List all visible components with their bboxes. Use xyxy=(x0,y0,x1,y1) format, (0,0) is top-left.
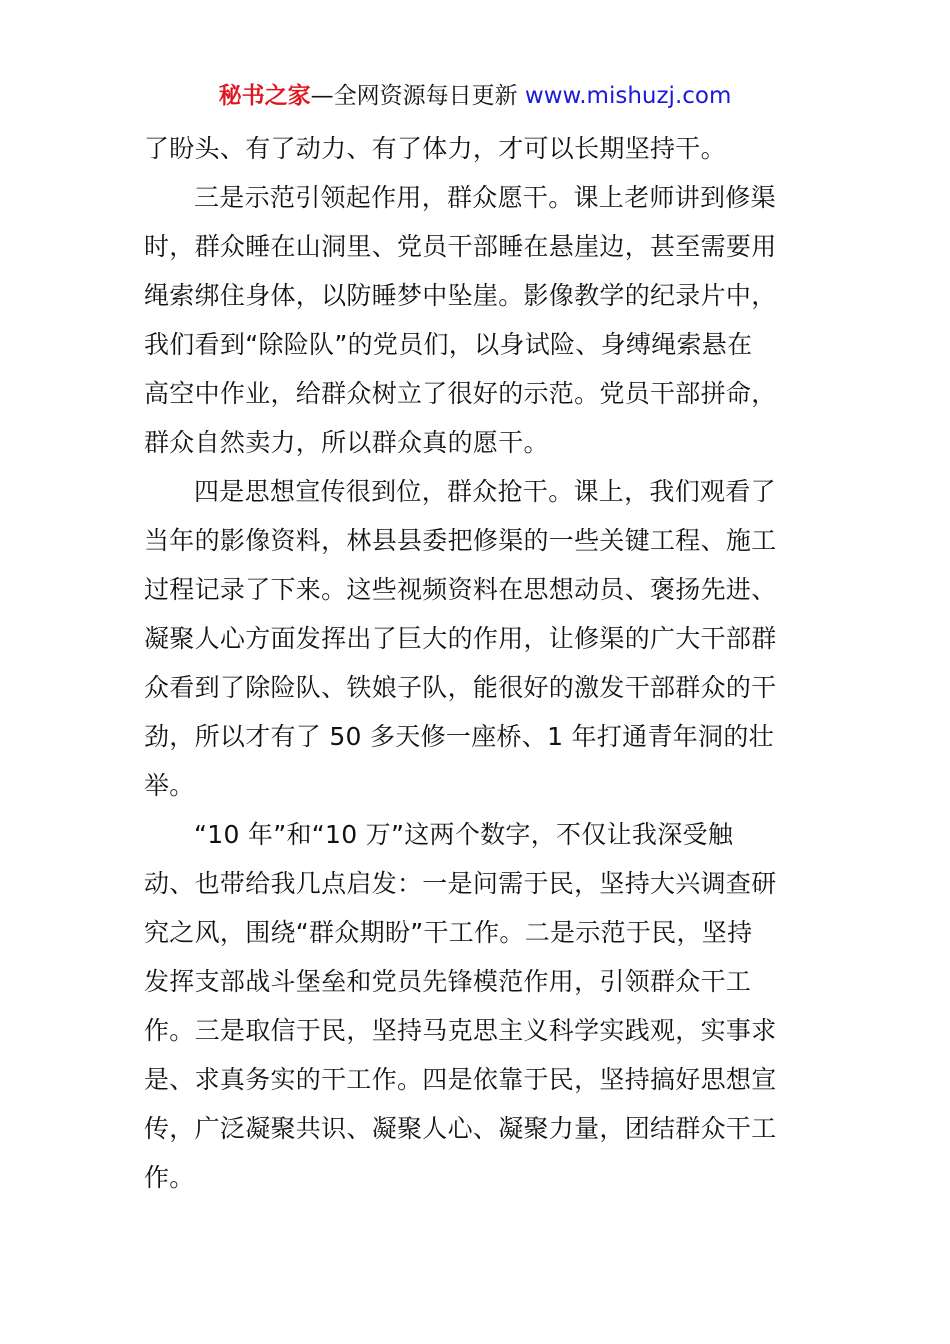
text-line: 四是思想宣传很到位，群众抢干。课上，我们观看了 xyxy=(194,477,776,506)
text-line: 三是示范引领起作用，群众愿干。课上老师讲到修渠 xyxy=(194,183,776,212)
text-line: 高空中作业，给群众树立了很好的示范。党员干部拼命， xyxy=(144,379,777,408)
text-line: 发挥支部战斗堡垒和党员先锋模范作用，引领群众干工 xyxy=(144,967,752,996)
text-line: 当年的影像资料，林县县委把修渠的一些关键工程、施工 xyxy=(144,526,777,555)
text-line: 过程记录了下来。这些视频资料在思想动员、褒扬先进、 xyxy=(144,575,777,604)
text-line: 劲，所以才有了 50 多天修一座桥、1 年打通青年洞的壮 xyxy=(144,722,774,751)
text-line: 传，广泛凝聚共识、凝聚人心、凝聚力量，团结群众干工 xyxy=(144,1114,777,1143)
text-line: 凝聚人心方面发挥出了巨大的作用，让修渠的广大干部群 xyxy=(144,624,777,653)
text-line: 作。 xyxy=(144,1163,195,1192)
text-line: 绳索绑住身体，以防睡梦中坠崖。影像教学的纪录片中， xyxy=(144,281,777,310)
site-tagline: —全网资源每日更新 xyxy=(310,83,525,109)
text-line: 究之风，围绕“群众期盼”干工作。二是示范于民，坚持 xyxy=(144,918,753,947)
text-line: 动、也带给我几点启发：一是问需于民，坚持大兴调查研 xyxy=(144,869,777,898)
text-line: 举。 xyxy=(144,771,195,800)
text-line: 作。三是取信于民，坚持马克思主义科学实践观，实事求 xyxy=(144,1016,777,1045)
site-url-link[interactable]: www.mishuzj.com xyxy=(524,83,732,109)
site-brand: 秘书之家 xyxy=(218,83,311,109)
text-line: 群众自然卖力，所以群众真的愿干。 xyxy=(144,428,549,457)
text-line: 是、求真务实的干工作。四是依靠于民，坚持搞好思想宣 xyxy=(144,1065,777,1094)
text-line: 了盼头、有了动力、有了体力，才可以长期坚持干。 xyxy=(144,134,726,163)
text-line: “10 年”和“10 万”这两个数字，不仅让我深受触 xyxy=(194,820,734,849)
document-body xyxy=(144,124,808,1202)
page-header xyxy=(0,80,950,112)
text-line: 我们看到“除险队”的党员们，以身试险、身缚绳索悬在 xyxy=(144,330,753,359)
text-line: 时，群众睡在山洞里、党员干部睡在悬崖边，甚至需要用 xyxy=(144,232,777,261)
text-line: 众看到了除险队、铁娘子队，能很好的激发干部群众的干 xyxy=(144,673,777,702)
